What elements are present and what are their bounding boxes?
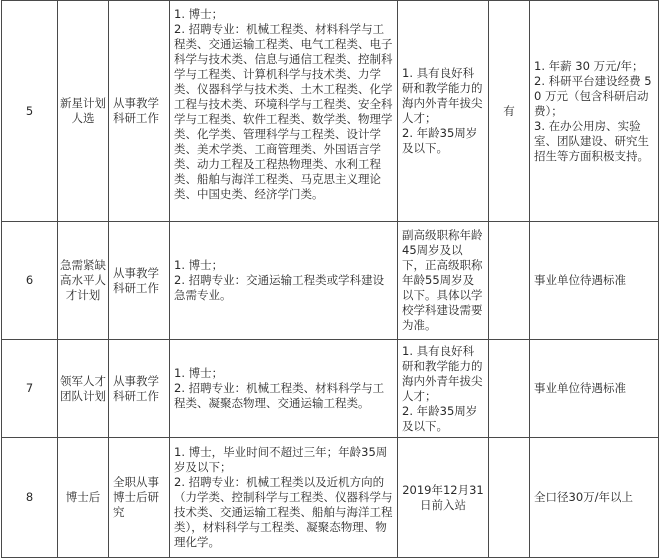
extra-cell xyxy=(489,438,530,558)
recruitment-table xyxy=(1,0,659,558)
requirements-cell xyxy=(170,222,398,340)
requirement-item: 2. 招聘专业：交通运输工程类或学科建设急需专业。 xyxy=(174,273,385,302)
requirement-item: 2. 招聘专业：机械工程类以及近机方向的（力学类、控制科学与工程类、仪器科学与技术类、交通运输工程类、船舶与海洋工程类），材料科学与工程类、凝聚态物理、物理化学。 xyxy=(174,475,393,549)
position-desc: 从事教学科研工作 xyxy=(109,222,170,340)
table-row xyxy=(2,340,659,438)
requirement-item: 2. 招聘专业：机械工程类、材料科学与工程类、凝聚态物理、交通运输工程类。 xyxy=(174,381,385,410)
plan-name: 博士后 xyxy=(58,438,109,558)
age-requirement: 1. 具有良好科研和教学能力的海内外青年拔尖人才； 2. 年龄35周岁及以下。 xyxy=(398,340,489,438)
plan-name: 急需紧缺高水平人才计划 xyxy=(58,222,109,340)
age-requirement: 2019年12月31日前入站 xyxy=(398,438,489,558)
plan-name: 新星计划人选 xyxy=(58,1,109,222)
requirement-item: 1. 博士，毕业时间不超过三年；年龄35周岁及以下； xyxy=(174,445,388,474)
plan-name: 领军人才团队计划 xyxy=(58,340,109,438)
treatment-cell: 事业单位待遇标准 xyxy=(530,340,659,438)
position-desc: 从事教学科研工作 xyxy=(109,1,170,222)
requirements-cell xyxy=(170,438,398,558)
row-number: 7 xyxy=(2,340,58,438)
requirements-cell xyxy=(170,340,398,438)
table-row xyxy=(2,1,659,222)
table-row xyxy=(2,222,659,340)
position-desc: 全职从事博士后研究 xyxy=(109,438,170,558)
treatment-cell: 事业单位待遇标准 xyxy=(530,222,659,340)
row-number: 6 xyxy=(2,222,58,340)
treatment-cell: 全口径30万/年以上 xyxy=(530,438,659,558)
requirement-item: 1. 博士； xyxy=(174,7,224,21)
treatment-cell: 1. 年薪 30 万元/年； 2. 科研平台建设经费 50 万元（包含科研启动费）； 3. 在办公用房、实验室、团队建设、研究生招生等方面积极支持。 xyxy=(530,1,659,222)
table-row xyxy=(2,438,659,558)
extra-cell: 有 xyxy=(489,1,530,222)
age-requirement: 1. 具有良好科研和教学能力的海内外青年拔尖人才； 2. 年龄35周岁及以下。 xyxy=(398,1,489,222)
row-number: 5 xyxy=(2,1,58,222)
position-desc: 从事教学科研工作 xyxy=(109,340,170,438)
requirement-item: 1. 博士； xyxy=(174,258,224,272)
row-number: 8 xyxy=(2,438,58,558)
age-requirement: 副高级职称年龄45周岁及以下，正高级职称年龄55周岁及以下。具体以学校学科建设需要为准。 xyxy=(398,222,489,340)
extra-cell xyxy=(489,222,530,340)
extra-cell xyxy=(489,340,530,438)
requirement-item: 1. 博士； xyxy=(174,366,224,380)
requirement-item: 2. 招聘专业：机械工程类、材料科学与工程类、交通运输工程类、电气工程类、电子科学与技术类、信息与通信工程类、控制科学与工程类、计算机科学与技术类、力学类、仪器科学与技术类、土木工程类、化学工程与技术类、环境科学与工程类、安全科学与工程类、软件工程类、数学类、物理学类、化学类、管理科学与工程类、设计学类、美术学类、工商管理类、外国语言学类、动力工程及工程热物理类、水利工程类、船舶与海洋工程类、马克思主义理论类、中国史类、经济学门类。 xyxy=(174,22,393,201)
requirements-cell xyxy=(170,1,398,222)
